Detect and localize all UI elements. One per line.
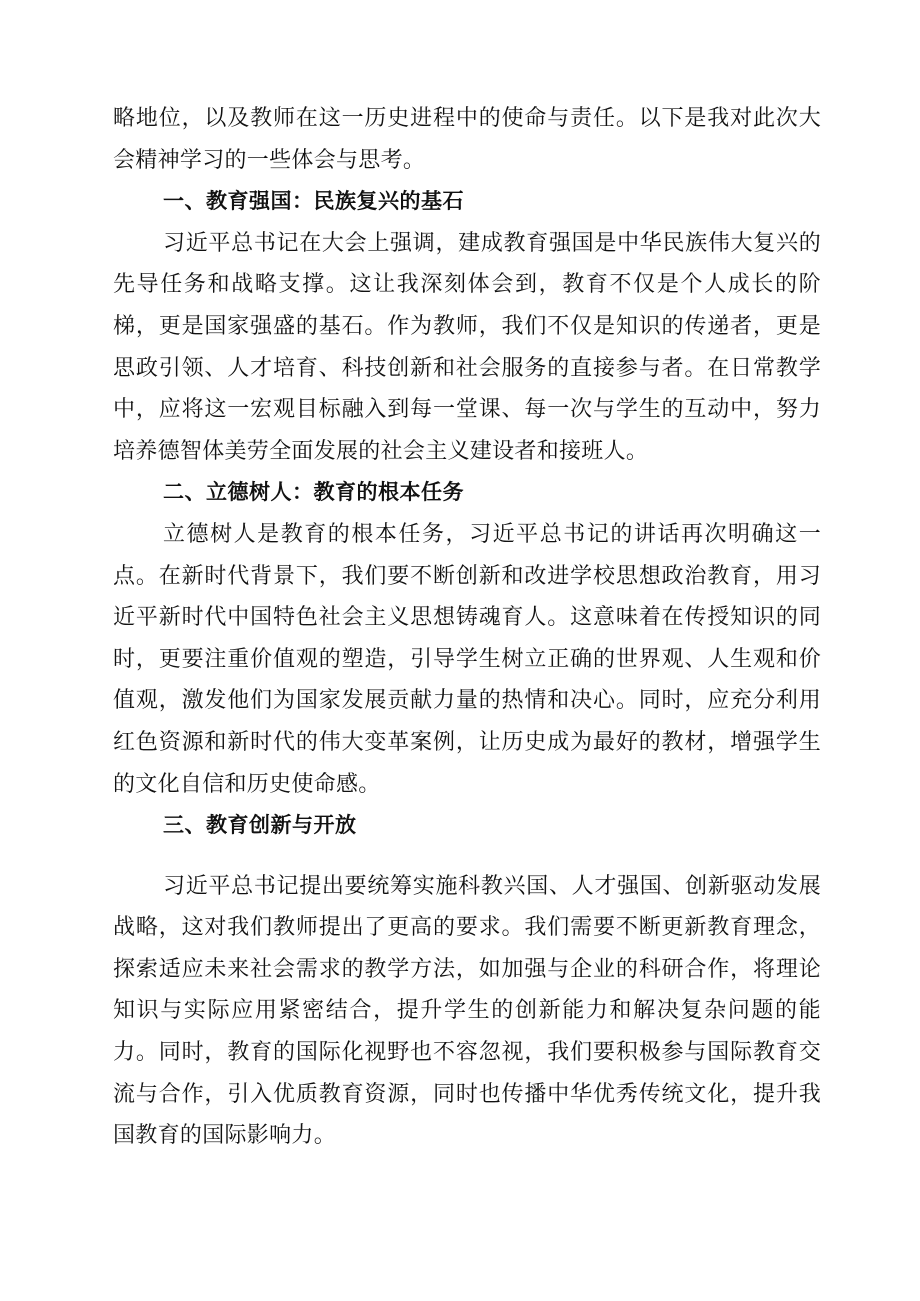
- document-body: [113, 98, 821, 1157]
- section-1-heading: 一、教育强国：民族复兴的基石: [163, 189, 464, 214]
- section-1-paragraph: 习近平总书记在大会上强调，建成教育强国是中华民族伟大复兴的先导任务和战略支撑。这让我深刻体会到，教育不仅是个人成长的阶梯，更是国家强盛的基石。作为教师，我们不仅是知识的传递者，更是思政引领、人才培育、科技创新和社会服务的直接参与者。在日常教学中，应将这一宏观目标融入到每一堂课、每一次与学生的互动中，努力培养德智体美劳全面发展的社会主义建设者和接班人。: [113, 230, 821, 464]
- section-3-heading: 三、教育创新与开放: [163, 813, 357, 838]
- section-spacer: [113, 847, 821, 866]
- intro-paragraph: 略地位，以及教师在这一历史进程中的使命与责任。以下是我对此次大会精神学习的一些体会与思考。: [113, 106, 821, 173]
- section-2-paragraph: 立德树人是教育的根本任务，习近平总书记的讲话再次明确这一点。在新时代背景下，我们要不断创新和改进学校思想政治教育，用习近平新时代中国特色社会主义思想铸魂育人。这意味着在传授知识的同时，更要注重价值观的塑造，引导学生树立正确的世界观、人生观和价值观，激发他们为国家发展贡献力量的热情和决心。同时，应充分利用红色资源和新时代的伟大变革案例，让历史成为最好的教材，增强学生的文化自信和历史使命感。: [113, 521, 821, 797]
- section-3-paragraph: 习近平总书记提出要统筹实施科教兴国、人才强国、创新驱动发展战略，这对我们教师提出了更高的要求。我们需要不断更新教育理念，探索适应未来社会需求的教学方法，如加强与企业的科研合作，将理论知识与实际应用紧密结合，提升学生的创新能力和解决复杂问题的能力。同时，教育的国际化视野也不容忽视，我们要积极参与国际教育交流与合作，引入优质教育资源，同时也传播中华优秀传统文化，提升我国教育的国际影响力。: [113, 873, 821, 1149]
- section-2-heading: 二、立德树人：教育的根本任务: [163, 480, 464, 505]
